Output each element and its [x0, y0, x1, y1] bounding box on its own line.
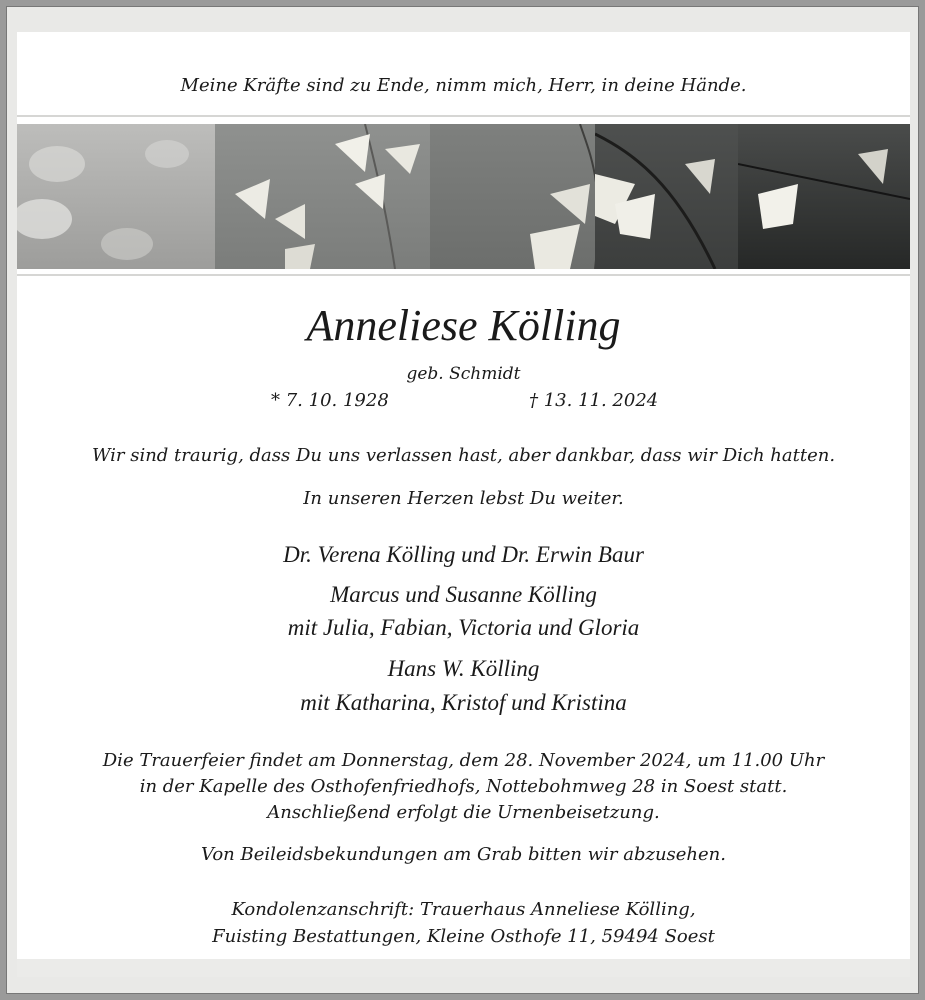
ginkgo-branch-icon	[215, 124, 430, 269]
bottom-strip	[17, 959, 910, 977]
obituary-card	[17, 32, 910, 977]
leaf-photo-panel-1	[17, 124, 215, 269]
deceased-name: Anneliese Kölling	[306, 301, 621, 350]
birth-date: * 7. 10. 1928	[271, 390, 389, 411]
band-bottom-rule	[17, 274, 910, 276]
birth-name: geb. Schmidt	[406, 364, 521, 384]
leaf-photo-band	[17, 124, 910, 269]
family-line-2: Marcus und Susanne Kölling	[330, 582, 597, 607]
death-date: † 13. 11. 2024	[529, 390, 659, 411]
leaf-photo-panel-2	[215, 124, 430, 269]
leaf-photo-panel-3	[430, 124, 595, 269]
remembrance-line: In unseren Herzen lebst Du weiter.	[303, 488, 624, 509]
family-line-1: Dr. Verena Kölling und Dr. Erwin Baur	[283, 542, 644, 567]
family-line-4: Hans W. Kölling	[387, 656, 540, 681]
address-line-1: Kondolenzanschrift: Trauerhaus Anneliese Kölling,	[231, 899, 696, 920]
ginkgo-leaves-image	[17, 124, 215, 269]
notice-frame	[6, 6, 919, 994]
band-top-rule	[17, 115, 910, 117]
address-line-2: Fuisting Bestattungen, Kleine Osthofe 11, 59494 Soest	[212, 926, 715, 947]
motto-verse: Meine Kräfte sind zu Ende, nimm mich, Herr, in deine Hände.	[180, 75, 747, 96]
ceremony-line-3: Anschließend erfolgt die Urnenbeisetzung.	[267, 802, 660, 823]
farewell-message: Wir sind traurig, dass Du uns verlassen hast, aber dankbar, dass wir Dich hatten.	[91, 445, 836, 466]
leaf-photo-panel-4	[595, 124, 738, 269]
family-line-3: mit Julia, Fabian, Victoria und Gloria	[287, 615, 640, 640]
condolence-note: Von Beileidsbekundungen am Grab bitten wir abzusehen.	[201, 844, 726, 865]
leaf-photo-panel-5	[738, 124, 910, 269]
ceremony-line-1: Die Trauerfeier findet am Donnerstag, dem 28. November 2024, um 11.00 Uhr	[102, 750, 825, 771]
ginkgo-stem-icon	[595, 124, 738, 269]
ceremony-line-2: in der Kapelle des Osthofenfriedhofs, Nottebohmweg 28 in Soest statt.	[139, 776, 788, 797]
family-line-5: mit Katharina, Kristof und Kristina	[300, 690, 627, 715]
ginkgo-leaf-icon	[430, 124, 595, 269]
ginkgo-twig-icon	[738, 124, 910, 269]
